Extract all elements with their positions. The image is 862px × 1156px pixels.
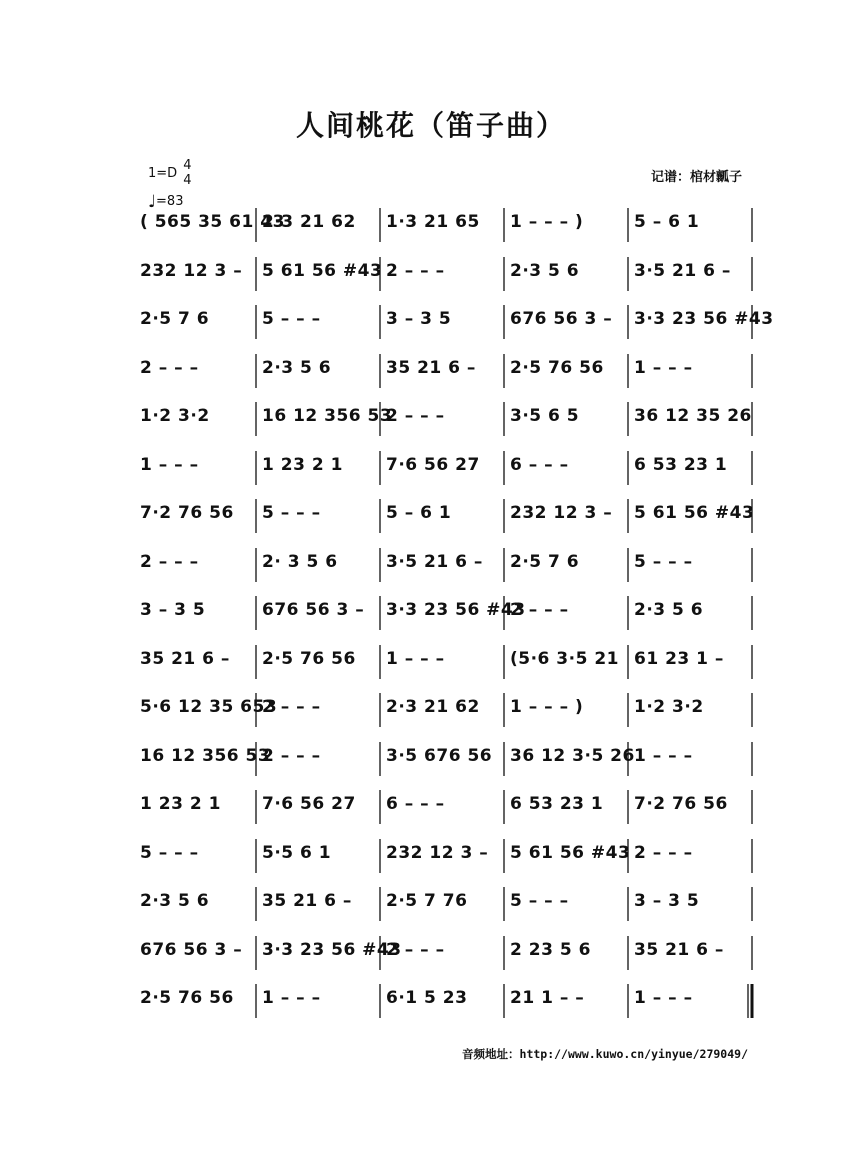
key-and-meter xyxy=(148,158,191,188)
measure: 5 – – – xyxy=(140,842,199,863)
measure: 1 – – – xyxy=(634,745,693,766)
measure: 2·3 21 62 xyxy=(262,212,356,232)
measure: 7·6 56 27 xyxy=(262,794,356,814)
measure: 1·2 3·2 xyxy=(140,406,210,426)
measure: 61 23 1 – xyxy=(634,648,724,669)
measure: 5 61 56 #43 xyxy=(262,260,383,281)
measure: 232 12 3 – xyxy=(140,260,243,281)
key-signature: 1=D xyxy=(148,165,178,181)
measure: 676 56 3 – xyxy=(510,309,613,329)
measure: 3 – 3 5 xyxy=(634,891,700,911)
measure: 5·5 6 1 xyxy=(262,842,332,863)
score-row xyxy=(134,299,774,348)
measure: 6 – – – xyxy=(510,454,569,475)
measure: 1 23 2 1 xyxy=(262,454,343,475)
time-signature-bottom: 4 xyxy=(183,173,192,188)
measure: 2·5 7 6 xyxy=(140,309,210,329)
page-title: 人间桃花（笛子曲） xyxy=(295,109,566,142)
measure: 1 – – – xyxy=(140,454,199,475)
measure: 2·5 7 6 xyxy=(510,551,580,572)
score-row xyxy=(134,590,754,639)
measure: 676 56 3 – xyxy=(262,600,365,620)
time-signature-top: 4 xyxy=(183,158,192,173)
score-row xyxy=(134,736,754,785)
measure: 2 – – – xyxy=(510,600,569,620)
score-row xyxy=(134,881,754,930)
measure: 1 – – – xyxy=(634,988,693,1008)
measure: 2 – – – xyxy=(634,842,693,863)
score-row xyxy=(134,202,754,251)
score-row xyxy=(134,784,754,833)
measure: 2· 3 5 6 xyxy=(262,551,338,572)
measure: 1 – – – ) xyxy=(510,212,584,232)
measure: 1 23 2 1 xyxy=(140,794,221,814)
measure: 35 21 6 – xyxy=(386,357,476,378)
measure: 2 – – – xyxy=(386,406,445,426)
measure: 1 – – – xyxy=(262,988,321,1008)
measure: 5 – – – xyxy=(262,309,321,329)
measure: 6 53 23 1 xyxy=(634,454,728,475)
score-row xyxy=(134,687,754,736)
measure: 16 12 356 53 xyxy=(140,745,271,766)
tempo-value: =83 xyxy=(156,194,184,209)
measure: 2 – – – xyxy=(140,357,199,378)
measure: 5 – – – xyxy=(634,551,693,572)
time-signature xyxy=(183,158,191,188)
measure: 2·3 5 6 xyxy=(262,357,332,378)
measure: 5 – 6 1 xyxy=(386,503,452,523)
measure: 2 – – – xyxy=(262,697,321,717)
measure: 7·2 76 56 xyxy=(634,794,728,814)
measure: 2·3 5 6 xyxy=(140,891,210,911)
measure: 2·5 76 56 xyxy=(510,357,604,378)
measure: 5 – – – xyxy=(262,503,321,523)
score-row xyxy=(134,542,754,591)
measure: 36 12 3·5 26 xyxy=(510,745,635,766)
measure: 7·6 56 27 xyxy=(386,454,480,475)
score-row xyxy=(134,348,754,397)
measure: 5 – 6 1 xyxy=(634,212,700,232)
score-row xyxy=(134,930,754,979)
score-row xyxy=(134,639,754,688)
score-row xyxy=(134,833,754,882)
measure: 35 21 6 – xyxy=(262,891,352,911)
measure: 2·5 76 56 xyxy=(140,988,234,1008)
measure: 1·2 3·2 xyxy=(634,697,704,717)
measure: 35 21 6 – xyxy=(634,939,724,960)
measure: 6 53 23 1 xyxy=(510,794,604,814)
measure: (5·6 3·5 21 xyxy=(510,648,619,669)
measure: 1 – – – xyxy=(386,648,445,669)
measure: 5 61 56 #43 xyxy=(634,503,755,523)
score-row xyxy=(134,445,754,494)
measure: 5 61 56 #43 xyxy=(510,842,631,863)
measure: 3·5 676 56 xyxy=(386,745,493,766)
measure: 1 – – – ) xyxy=(510,697,584,717)
measure: 2·3 5 6 xyxy=(634,600,704,620)
measure: 232 12 3 – xyxy=(510,503,613,523)
measure: 2 – – – xyxy=(386,260,445,281)
score-row xyxy=(134,251,754,300)
measure: 3·3 23 56 #43 xyxy=(634,309,774,329)
measure: ( 565 35 61 43 xyxy=(140,212,285,232)
composer-credit: 记谱：棺材瓤子 xyxy=(650,170,742,185)
measure: 6·1 5 23 xyxy=(386,988,468,1008)
measure: 232 12 3 – xyxy=(386,842,489,863)
measure: 5·6 12 35 653 xyxy=(140,697,278,717)
measure: 2 – – – xyxy=(262,745,321,766)
measure: 36 12 35 26 xyxy=(634,406,752,426)
measure: 5 – – – xyxy=(510,891,569,911)
measure: 21 1 – – xyxy=(510,988,585,1008)
score-row xyxy=(134,978,754,1027)
measure: 6 – – – xyxy=(386,794,445,814)
measure: 2·3 21 62 xyxy=(386,697,480,717)
measure: 3·3 23 56 #43 xyxy=(386,600,526,620)
measure: 2 23 5 6 xyxy=(510,939,591,960)
measure: 2·3 5 6 xyxy=(510,260,580,281)
measure: 1·3 21 65 xyxy=(386,212,480,232)
measure: 3·3 23 56 #43 xyxy=(262,939,402,960)
measure: 16 12 356 53 xyxy=(262,406,393,426)
measure: 35 21 6 – xyxy=(140,648,230,669)
measure: 2 – – – xyxy=(386,939,445,960)
measure: 2·5 76 56 xyxy=(262,648,356,669)
audio-source-link[interactable]: 音频地址：http://www.kuwo.cn/yinyue/279049/ xyxy=(462,1047,748,1061)
score-row xyxy=(134,493,754,542)
measure: 3·5 21 6 – xyxy=(634,260,731,281)
measure: 3·5 21 6 – xyxy=(386,551,483,572)
measure: 3 – 3 5 xyxy=(140,600,206,620)
measure: 1 – – – xyxy=(634,357,693,378)
measure: 2·5 7 76 xyxy=(386,891,468,911)
measure: 7·2 76 56 xyxy=(140,503,234,523)
measure: 676 56 3 – xyxy=(140,939,243,960)
score-row xyxy=(134,396,754,445)
measure: 3 – 3 5 xyxy=(386,309,452,329)
measure: 3·5 6 5 xyxy=(510,406,580,426)
numbered-score xyxy=(134,202,774,1027)
quarter-note-icon: ♩ xyxy=(148,191,157,212)
measure: 2 – – – xyxy=(140,551,199,572)
